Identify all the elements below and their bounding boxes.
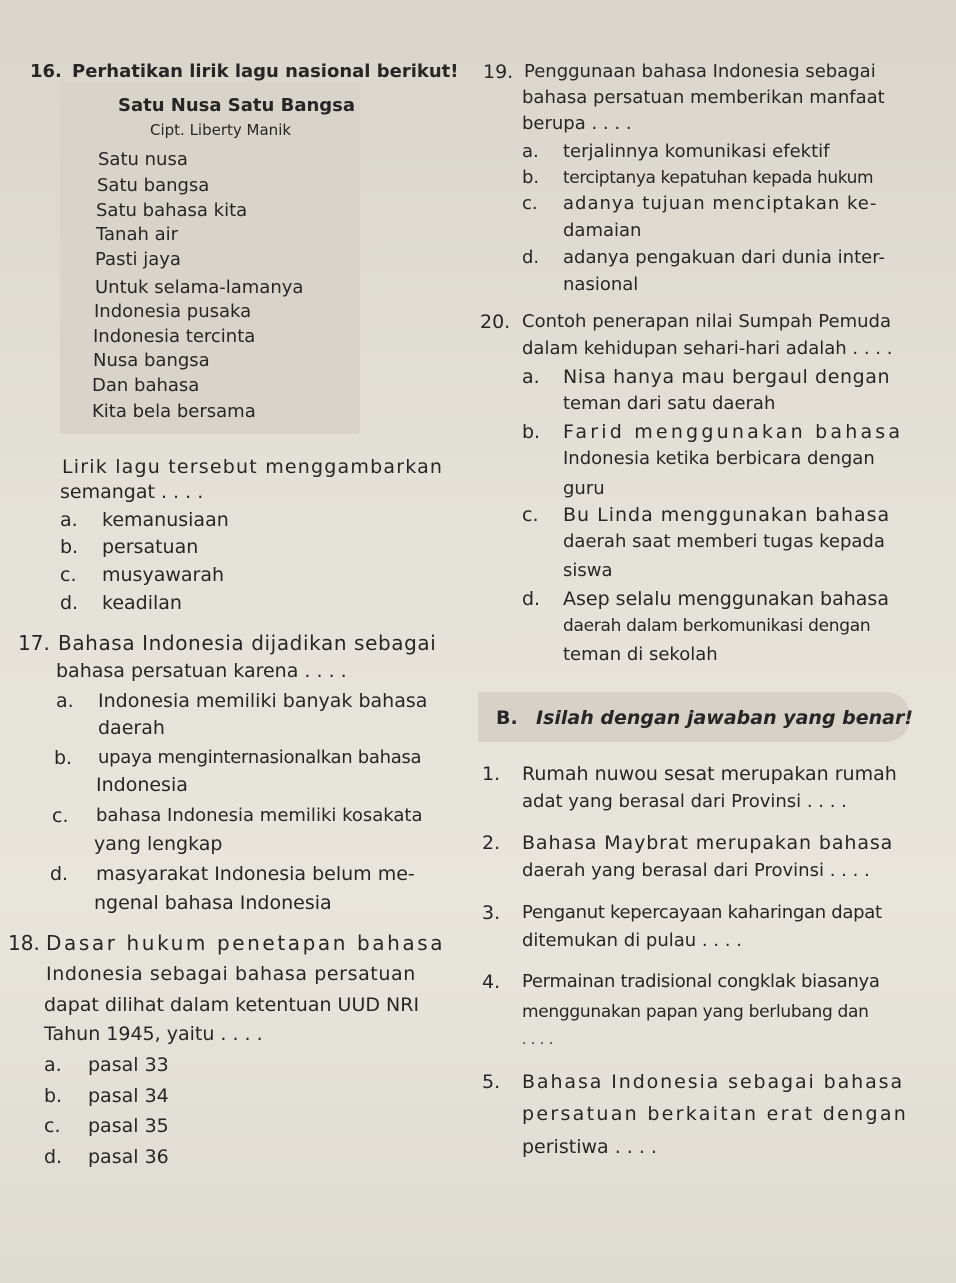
- q19-option-a: terjalinnya komunikasi efektif: [563, 141, 830, 162]
- essay-number: 3.: [482, 902, 501, 924]
- essay-line: adat yang berasal dari Provinsi . . . .: [522, 791, 847, 812]
- q19-line: Penggunaan bahasa Indonesia sebagai: [524, 61, 876, 82]
- q18-option-d: pasal 36: [88, 1146, 169, 1168]
- q19-option-letter: d.: [522, 247, 540, 268]
- q16-option-a: kemanusiaan: [102, 509, 229, 531]
- q18-option-letter: a.: [44, 1054, 62, 1076]
- q20-option-c: Bu Linda menggunakan bahasa: [563, 504, 891, 526]
- q20-option-d-cont: teman di sekolah: [563, 644, 718, 665]
- section-b-letter: B.: [496, 707, 518, 729]
- q16-option-c: musyawarah: [102, 564, 225, 586]
- q16-text: Perhatikan lirik lagu nasional berikut!: [72, 61, 459, 82]
- essay-line: menggunakan papan yang berlubang dan: [522, 1002, 869, 1022]
- q17-option-letter: a.: [56, 690, 74, 712]
- q20-option-b-cont: Indonesia ketika berbicara dengan: [563, 448, 875, 469]
- song-title: Satu Nusa Satu Bangsa: [118, 95, 356, 116]
- lyric-line: Satu bahasa kita: [96, 200, 248, 221]
- q18-line: dapat dilihat dalam ketentuan UUD NRI: [44, 994, 420, 1016]
- q18-option-a: pasal 33: [88, 1054, 169, 1076]
- q18-option-letter: d.: [44, 1146, 63, 1168]
- q20-option-d-cont: daerah dalam berkomunikasi dengan: [563, 616, 871, 636]
- q17-option-c-cont: yang lengkap: [94, 833, 223, 855]
- q19-option-b: terciptanya kepatuhan kepada hukum: [563, 168, 874, 188]
- q18-line: Tahun 1945, yaitu . . . .: [44, 1023, 263, 1045]
- essay-line: daerah yang berasal dari Provinsi . . . .: [522, 860, 870, 881]
- essay-number: 2.: [482, 832, 501, 854]
- q20-option-b: Farid menggunakan bahasa: [563, 421, 904, 443]
- q19-option-letter: c.: [522, 193, 538, 214]
- q17-number: 17.: [18, 631, 50, 655]
- q16-option-letter: b.: [60, 536, 79, 558]
- q20-option-letter: b.: [522, 421, 541, 443]
- q20-option-c-cont: siswa: [563, 560, 613, 581]
- lyric-line: Dan bahasa: [92, 375, 200, 396]
- q19-line: berupa . . . .: [522, 113, 632, 134]
- song-author: Cipt. Liberty Manik: [150, 121, 292, 139]
- q16-option-letter: d.: [60, 592, 79, 614]
- essay-line: persatuan berkaitan erat dengan: [522, 1103, 909, 1125]
- lyric-line: Satu bangsa: [97, 175, 210, 196]
- q20-option-letter: d.: [522, 588, 541, 610]
- essay-line: ditemukan di pulau . . . .: [522, 930, 742, 951]
- q20-line: Contoh penerapan nilai Sumpah Pemuda: [522, 311, 891, 332]
- q18-line: Dasar hukum penetapan bahasa: [46, 931, 446, 955]
- q17-option-letter: b.: [54, 747, 73, 769]
- essay-line: Bahasa Indonesia sebagai bahasa: [522, 1071, 905, 1093]
- lyric-line: Kita bela bersama: [92, 401, 256, 422]
- q17-option-d-cont: ngenal bahasa Indonesia: [94, 892, 332, 914]
- lyric-line: Untuk selama-lamanya: [95, 277, 304, 298]
- q17-option-letter: c.: [52, 805, 69, 827]
- q20-option-a: Nisa hanya mau bergaul dengan: [563, 366, 891, 388]
- q16-option-d: keadilan: [102, 592, 182, 614]
- essay-number: 4.: [482, 971, 501, 993]
- q20-option-letter: c.: [522, 504, 539, 526]
- lyric-line: Indonesia tercinta: [93, 326, 256, 347]
- q17-line: Bahasa Indonesia dijadikan sebagai: [58, 631, 437, 655]
- q16-option-letter: a.: [60, 509, 78, 531]
- q20-option-letter: a.: [522, 366, 540, 388]
- q18-option-letter: c.: [44, 1115, 61, 1137]
- q16-option-b: persatuan: [102, 536, 199, 558]
- q17-option-a: Indonesia memiliki banyak bahasa: [98, 690, 428, 712]
- essay-line: Rumah nuwou sesat merupakan rumah: [522, 763, 897, 785]
- q19-option-letter: a.: [522, 141, 539, 162]
- q17-option-letter: d.: [50, 863, 69, 885]
- q20-option-d: Asep selalu menggunakan bahasa: [563, 588, 889, 610]
- q19-option-c: adanya tujuan menciptakan ke-: [563, 193, 878, 214]
- q20-option-a-cont: teman dari satu daerah: [563, 393, 776, 414]
- q19-number: 19.: [483, 61, 514, 83]
- q19-option-d-cont: nasional: [563, 274, 639, 295]
- essay-number: 5.: [482, 1071, 501, 1093]
- q20-option-b-cont: guru: [563, 478, 605, 499]
- essay-line: Permainan tradisional congklak biasanya: [522, 971, 880, 992]
- q19-option-d: adanya pengakuan dari dunia inter-: [563, 247, 885, 268]
- q18-option-letter: b.: [44, 1085, 63, 1107]
- q18-number: 18.: [8, 931, 40, 955]
- q17-option-b-cont: Indonesia: [96, 774, 188, 796]
- q20-line: dalam kehidupan sehari-hari adalah . . . .: [522, 338, 893, 359]
- q18-option-b: pasal 34: [88, 1085, 169, 1107]
- q20-option-c-cont: daerah saat memberi tugas kepada: [563, 531, 885, 552]
- q17-option-a-cont: daerah: [98, 717, 165, 739]
- q17-line: bahasa persatuan karena . . . .: [56, 660, 347, 682]
- essay-line: peristiwa . . . .: [522, 1136, 657, 1158]
- q19-line: bahasa persatuan memberikan manfaat: [522, 87, 885, 108]
- q17-option-d: masyarakat Indonesia belum me-: [96, 863, 415, 885]
- essay-line: Bahasa Maybrat merupakan bahasa: [522, 832, 894, 854]
- essay-line: . . . .: [522, 1032, 554, 1048]
- q19-option-c-cont: damaian: [563, 220, 642, 241]
- q17-option-c: bahasa Indonesia memiliki kosakata: [96, 805, 423, 826]
- q16-question-line: Lirik lagu tersebut menggambarkan: [62, 456, 444, 478]
- lyric-line: Tanah air: [96, 224, 179, 245]
- section-b-title: Isilah dengan jawaban yang benar!: [536, 707, 914, 729]
- q20-number: 20.: [480, 311, 511, 333]
- q16-question-line: semangat . . . .: [60, 481, 204, 503]
- q18-option-c: pasal 35: [88, 1115, 169, 1137]
- lyric-line: Nusa bangsa: [93, 350, 210, 371]
- lyric-line: Indonesia pusaka: [94, 301, 252, 322]
- essay-number: 1.: [482, 763, 501, 785]
- q17-option-b: upaya menginternasionalkan bahasa: [98, 747, 422, 768]
- lyric-line: Satu nusa: [98, 149, 188, 170]
- q16-option-letter: c.: [60, 564, 77, 586]
- q16-number: 16.: [30, 61, 62, 82]
- q19-option-letter: b.: [522, 167, 540, 188]
- lyric-line: Pasti jaya: [95, 249, 181, 270]
- q18-line: Indonesia sebagai bahasa persatuan: [46, 963, 416, 985]
- essay-line: Penganut kepercayaan kaharingan dapat: [522, 902, 882, 923]
